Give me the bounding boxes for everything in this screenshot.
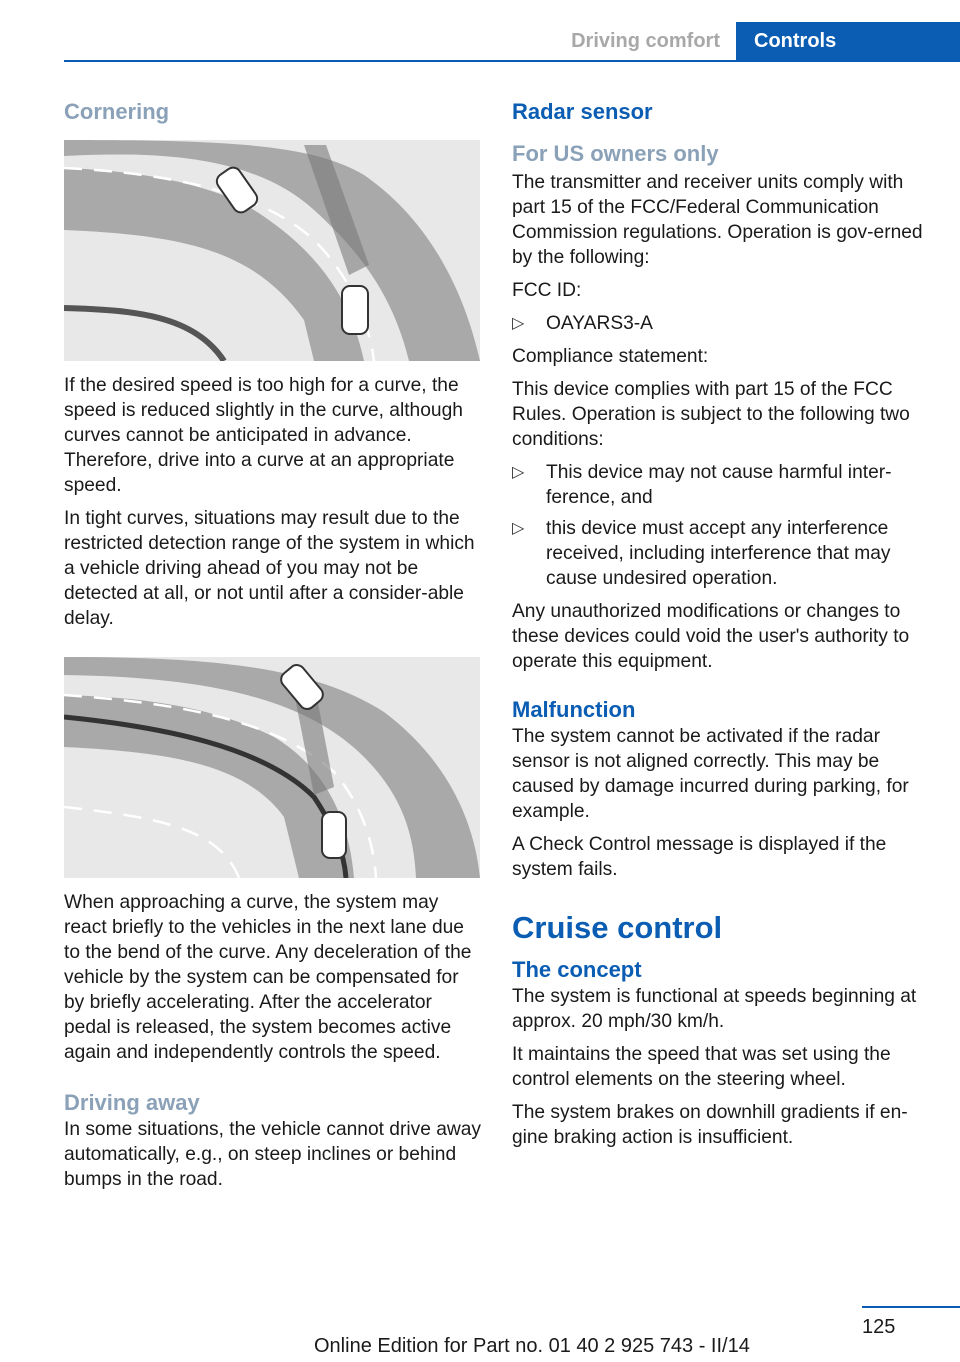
cornering-illustration-1 (64, 140, 480, 361)
header-chapter-tab: Controls (736, 22, 960, 62)
concept-paragraph-2: It maintains the speed that was set using the control elements on the steering wheel. (512, 1044, 891, 1090)
triangle-bullet-icon: ▷ (512, 464, 525, 481)
cornering-paragraph-2: In tight curves, situations may result due to the restricted detection range of the system in which a vehicle driving ahead of you may not be detected at all, or not until after a consider‐able delay. (64, 508, 475, 629)
radar-paragraph-1: The transmitter and receiver units comply with part 15 of the FCC/Federal Communication Commission regulations. Operation is gov‐erned by the following: (512, 172, 923, 268)
heading-the-concept: The concept (512, 957, 642, 982)
fcc-id-list (512, 311, 932, 336)
malfunction-paragraph-1: The system cannot be activated if the radar sensor is not aligned correctly. This may be caused by damage incurred during parking, for example. (512, 726, 909, 822)
conditions-list (512, 460, 932, 591)
heading-cornering: Cornering (64, 99, 170, 124)
page-number: 125 (862, 1316, 896, 1338)
concept-paragraph-3: The system brakes on downhill gradients if en‐gine braking action is insufficient. (512, 1102, 908, 1148)
heading-driving-away: Driving away (64, 1090, 200, 1115)
heading-cruise-control: Cruise control (512, 910, 723, 945)
triangle-bullet-icon: ▷ (512, 315, 525, 332)
heading-radar-sensor: Radar sensor (512, 99, 653, 124)
edition-footer: Online Edition for Part no. 01 40 2 925 743 - II/14 (314, 1335, 750, 1357)
driving-away-paragraph: In some situations, the vehicle cannot drive away automatically, e.g., on steep inclines or behind bumps in the road. (64, 1119, 482, 1190)
malfunction-paragraph-2: A Check Control message is displayed if the system fails. (512, 834, 887, 880)
cornering-illustration-2 (64, 657, 480, 878)
list-item: ▷ this device must accept any interference received, including interference that may cause undesired operation. (512, 518, 891, 589)
footer-rule (862, 1306, 960, 1308)
list-item: ▷ OAYARS3-A (512, 313, 653, 334)
left-column (64, 98, 482, 1200)
concept-paragraph-1: The system is functional at speeds beginning at approx. 20 mph/30 km/h. (512, 986, 917, 1032)
triangle-bullet-icon: ▷ (512, 520, 525, 537)
header-rule (64, 60, 960, 62)
fcc-id-label: FCC ID: (512, 280, 582, 301)
header-section-title: Driving comfort (571, 30, 720, 52)
radar-paragraph-3: Any unauthorized modifications or changes to these devices could void the user's authority to operate this equipment. (512, 601, 910, 672)
list-item: ▷ This device may not cause harmful inter‐ference, and (512, 462, 892, 508)
heading-us-owners: For US owners only (512, 141, 719, 166)
right-column (512, 98, 932, 1158)
cornering-paragraph-1: If the desired speed is too high for a curve, the speed is reduced slightly in the curve, although curves cannot be anticipated in advance. Therefore, drive into a curve at an appropriate speed. (64, 375, 463, 496)
compliance-label: Compliance statement: (512, 346, 709, 367)
radar-paragraph-2: This device complies with part 15 of the FCC Rules. Operation is subject to the following two conditions: (512, 379, 910, 450)
cornering-paragraph-3: When approaching a curve, the system may react briefly to the vehicles in the next lane due to the bend of the curve. Any deceleration of the vehicle by the system can be compensated for by briefly accelerating. After the accelerator pedal is released, the system becomes active again and independently controls the speed. (64, 892, 472, 1063)
heading-malfunction: Malfunction (512, 697, 636, 722)
